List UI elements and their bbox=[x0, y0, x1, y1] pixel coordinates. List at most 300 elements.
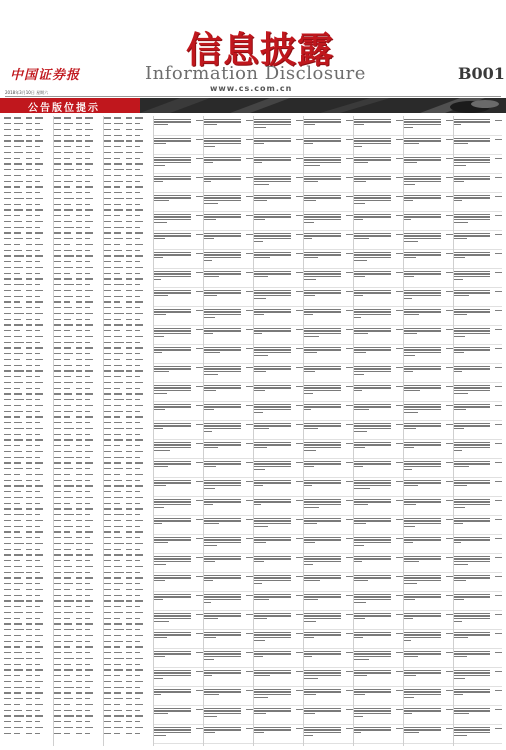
notice-entry-title bbox=[204, 724, 244, 735]
notice-entry-title bbox=[454, 477, 493, 488]
notice-entry-page bbox=[294, 591, 303, 597]
notice-entry bbox=[404, 553, 453, 572]
notice-entry bbox=[354, 135, 403, 154]
notice-entry-page bbox=[244, 230, 253, 236]
notice-entry bbox=[454, 382, 502, 401]
notice-entry bbox=[404, 287, 453, 306]
index-entry-cell bbox=[35, 731, 47, 737]
notice-entry-title bbox=[204, 287, 244, 298]
notice-entry bbox=[454, 477, 502, 496]
index-entry-cell bbox=[126, 731, 135, 737]
notice-entry-title bbox=[404, 534, 444, 545]
notice-entry-title bbox=[304, 401, 344, 412]
notice-entry-title bbox=[304, 477, 344, 488]
notice-entry bbox=[154, 724, 203, 743]
notice-entry-title bbox=[154, 591, 194, 602]
notice-entry-page bbox=[244, 420, 253, 426]
notice-entry-title bbox=[254, 306, 294, 317]
index-entry-cell bbox=[85, 731, 97, 737]
notice-entry-page bbox=[244, 268, 253, 274]
index-entry-cell bbox=[76, 731, 85, 737]
notice-entry-page bbox=[394, 325, 403, 331]
notice-entry-page bbox=[394, 287, 403, 293]
notice-entry bbox=[404, 268, 453, 287]
notice-entry bbox=[204, 173, 253, 192]
notice-entry-title bbox=[354, 458, 394, 469]
notice-entry bbox=[404, 686, 453, 705]
notice-entry-title bbox=[404, 420, 444, 431]
notice-entry-title bbox=[354, 477, 394, 491]
notice-column-7 bbox=[454, 116, 502, 746]
notice-entry-title bbox=[404, 401, 444, 415]
notice-entry-title bbox=[404, 667, 444, 678]
notice-entry bbox=[204, 230, 253, 249]
notice-entry-page bbox=[244, 458, 253, 464]
notice-column-2 bbox=[204, 116, 254, 746]
notice-entry-page bbox=[294, 249, 303, 255]
notice-entry-title bbox=[254, 401, 294, 415]
notice-entry bbox=[404, 458, 453, 477]
notice-entry-title bbox=[254, 344, 294, 358]
notice-entry-title bbox=[404, 458, 444, 472]
notice-entry bbox=[304, 591, 353, 610]
notice-entry bbox=[454, 515, 502, 534]
notice-entry bbox=[254, 173, 303, 192]
notice-entry-page bbox=[444, 496, 453, 502]
notice-entry bbox=[404, 135, 453, 154]
notice-entry-title bbox=[454, 591, 493, 602]
notice-entry bbox=[254, 705, 303, 724]
notice-entry-title bbox=[154, 154, 194, 168]
notice-entry bbox=[154, 173, 203, 192]
notice-entry bbox=[254, 420, 303, 439]
index-column-1 bbox=[4, 116, 54, 746]
notice-entry-page bbox=[294, 306, 303, 312]
notice-entry-page bbox=[394, 705, 403, 711]
notice-entry bbox=[204, 211, 253, 230]
notice-entry-page bbox=[394, 686, 403, 692]
notice-entry bbox=[304, 515, 353, 534]
notice-entry-page bbox=[294, 610, 303, 616]
notice-entry-title bbox=[454, 686, 493, 697]
notice-entry-page bbox=[394, 401, 403, 407]
notice-entry-title bbox=[304, 591, 344, 602]
notice-entry bbox=[304, 287, 353, 306]
index-entry bbox=[4, 731, 53, 737]
notice-entry-page bbox=[394, 477, 403, 483]
notice-entry bbox=[404, 591, 453, 610]
notice-entry-page bbox=[194, 420, 203, 426]
notice-entry-page bbox=[244, 116, 253, 122]
notice-entry-page bbox=[344, 382, 353, 388]
notice-entry bbox=[154, 306, 203, 325]
notice-entry-title bbox=[304, 249, 344, 260]
notice-entry-page bbox=[444, 344, 453, 350]
notice-entry bbox=[304, 705, 353, 724]
notice-entry-title bbox=[454, 325, 493, 339]
notice-entry-page bbox=[493, 154, 502, 160]
notice-entry-title bbox=[204, 686, 244, 697]
notice-entry bbox=[304, 211, 353, 230]
notice-entry-title bbox=[304, 610, 344, 624]
notice-entry-page bbox=[444, 610, 453, 616]
notice-entry-page bbox=[244, 477, 253, 483]
notice-entry-title bbox=[304, 553, 344, 567]
notice-entry bbox=[454, 686, 502, 705]
notice-entry-title bbox=[204, 230, 244, 241]
notice-entry-title bbox=[254, 249, 294, 260]
notice-entry-page bbox=[444, 648, 453, 654]
notice-entry-title bbox=[154, 686, 194, 697]
notice-entry bbox=[254, 553, 303, 572]
notice-entry-title bbox=[304, 629, 344, 640]
notice-entry-page bbox=[244, 249, 253, 255]
notice-entry-title bbox=[354, 135, 394, 149]
notice-entry-page bbox=[493, 249, 502, 255]
notice-entry-title bbox=[304, 192, 344, 203]
notice-entry bbox=[404, 705, 453, 724]
notice-entry bbox=[454, 249, 502, 268]
notice-entry-title bbox=[154, 382, 194, 396]
notice-entry-page bbox=[244, 325, 253, 331]
notice-entry-title bbox=[204, 116, 244, 127]
notice-entry-page bbox=[244, 705, 253, 711]
notice-entry-title bbox=[404, 363, 444, 374]
notice-entry-page bbox=[244, 686, 253, 692]
notice-entry-title bbox=[204, 439, 244, 450]
notice-entry-page bbox=[394, 249, 403, 255]
notice-entry-page bbox=[344, 572, 353, 578]
notice-entry bbox=[404, 382, 453, 401]
notice-entry bbox=[454, 534, 502, 553]
notice-entry-page bbox=[344, 610, 353, 616]
notice-entry bbox=[454, 135, 502, 154]
notice-entry-title bbox=[454, 458, 493, 469]
notice-entry-title bbox=[404, 686, 444, 700]
notice-entry bbox=[454, 344, 502, 363]
notice-entry-page bbox=[493, 610, 502, 616]
notice-entry-page bbox=[444, 306, 453, 312]
notice-entry-title bbox=[354, 667, 394, 678]
notice-entry-title bbox=[154, 192, 194, 203]
notice-entry-page bbox=[493, 344, 502, 350]
notice-entry bbox=[304, 116, 353, 135]
notice-entry-page bbox=[394, 515, 403, 521]
notice-entry-page bbox=[394, 439, 403, 445]
notice-entry-title bbox=[304, 420, 344, 431]
notice-entry-page bbox=[194, 496, 203, 502]
notice-entry-title bbox=[304, 306, 344, 317]
notice-entry bbox=[354, 686, 403, 705]
notice-entry bbox=[254, 306, 303, 325]
notice-entry-title bbox=[354, 591, 394, 605]
notice-entry-page bbox=[394, 610, 403, 616]
notice-entry bbox=[354, 553, 403, 572]
notice-entry-page bbox=[493, 724, 502, 730]
notice-entry-page bbox=[244, 287, 253, 293]
index-entry-cell bbox=[4, 731, 14, 737]
notice-entry-page bbox=[294, 724, 303, 730]
notice-entry-page bbox=[344, 249, 353, 255]
notice-entry-page bbox=[294, 496, 303, 502]
notice-entry-title bbox=[204, 420, 244, 434]
index-entry-cell bbox=[104, 731, 114, 737]
notice-entry bbox=[354, 629, 403, 648]
notice-entry-title bbox=[254, 553, 294, 564]
notice-entry-page bbox=[493, 325, 502, 331]
notice-entry-title bbox=[204, 306, 244, 320]
notice-entry-title bbox=[354, 648, 394, 662]
notice-entry bbox=[404, 610, 453, 629]
notice-entry-title bbox=[304, 363, 344, 374]
notice-entry-title bbox=[354, 534, 394, 548]
notice-entry bbox=[404, 173, 453, 192]
notice-entry-page bbox=[444, 553, 453, 559]
notice-entry bbox=[154, 135, 203, 154]
notice-entry-page bbox=[344, 534, 353, 540]
notice-entry bbox=[254, 249, 303, 268]
section-title-en: Information Disclosure bbox=[145, 63, 366, 84]
notice-entry bbox=[304, 724, 353, 743]
notice-entry-page bbox=[493, 268, 502, 274]
notice-entry bbox=[254, 363, 303, 382]
notice-entry bbox=[304, 249, 353, 268]
index-entry-cell bbox=[64, 731, 76, 737]
notice-entry-title bbox=[154, 610, 194, 624]
notice-entry-page bbox=[294, 382, 303, 388]
notice-entry-page bbox=[493, 477, 502, 483]
notice-entry-title bbox=[404, 496, 444, 507]
notice-entry-page bbox=[194, 667, 203, 673]
notice-entry bbox=[154, 154, 203, 173]
notice-entry-page bbox=[344, 496, 353, 502]
notice-entry bbox=[304, 534, 353, 553]
notice-entry-title bbox=[154, 515, 194, 526]
notice-entry-page bbox=[493, 420, 502, 426]
notice-entry-page bbox=[493, 287, 502, 293]
notice-entry-title bbox=[454, 439, 493, 453]
notice-entry-title bbox=[454, 724, 493, 738]
notice-entry-title bbox=[204, 553, 244, 564]
notice-entry-page bbox=[194, 135, 203, 141]
notice-entry-page bbox=[194, 515, 203, 521]
notice-entry-title bbox=[204, 382, 244, 393]
notice-entry-page bbox=[194, 268, 203, 274]
notice-entry-page bbox=[194, 192, 203, 198]
notice-entry-page bbox=[344, 154, 353, 160]
notice-entry-title bbox=[154, 667, 194, 681]
notice-entry-page bbox=[194, 439, 203, 445]
notice-entry-title bbox=[204, 534, 244, 548]
notice-entry-page bbox=[493, 458, 502, 464]
notice-entry-page bbox=[194, 211, 203, 217]
notice-entry bbox=[454, 572, 502, 591]
notice-entry bbox=[354, 591, 403, 610]
notice-entry-title bbox=[254, 382, 294, 393]
notice-entry-page bbox=[493, 705, 502, 711]
notice-entry-title bbox=[154, 458, 194, 469]
notice-entry bbox=[304, 325, 353, 344]
notice-column-3 bbox=[254, 116, 304, 746]
notice-entry-title bbox=[254, 572, 294, 586]
notice-entry bbox=[404, 192, 453, 211]
notice-entry-title bbox=[304, 534, 344, 545]
notice-entry-page bbox=[194, 249, 203, 255]
notice-entry bbox=[254, 116, 303, 135]
notice-entry bbox=[304, 667, 353, 686]
notice-entry bbox=[254, 439, 303, 458]
notice-entry bbox=[404, 477, 453, 496]
notice-entry-page bbox=[244, 667, 253, 673]
notice-entry-page bbox=[394, 382, 403, 388]
notice-entry-page bbox=[344, 686, 353, 692]
notice-entry-title bbox=[454, 610, 493, 624]
notice-entry-title bbox=[354, 610, 394, 621]
notice-entry bbox=[454, 496, 502, 515]
notice-entry-title bbox=[404, 230, 444, 244]
section-title-cn: 信息披露 bbox=[186, 30, 335, 71]
notice-entry-title bbox=[454, 268, 493, 282]
notice-entry-title bbox=[204, 477, 244, 491]
notice-entry-page bbox=[444, 363, 453, 369]
notice-entry-page bbox=[394, 496, 403, 502]
notice-entry-page bbox=[194, 686, 203, 692]
notice-entry-title bbox=[354, 249, 394, 263]
notice-entry-title bbox=[204, 401, 244, 412]
notice-entry bbox=[304, 192, 353, 211]
notice-entry bbox=[354, 306, 403, 325]
notice-entry-page bbox=[194, 572, 203, 578]
notice-entry-page bbox=[194, 553, 203, 559]
notice-entry-page bbox=[194, 382, 203, 388]
notice-entry-title bbox=[454, 705, 493, 716]
notice-entry-title bbox=[354, 230, 394, 241]
notice-entry-page bbox=[294, 477, 303, 483]
notice-entry-title bbox=[304, 382, 344, 396]
notice-entry-page bbox=[394, 211, 403, 217]
notice-entry-title bbox=[454, 306, 493, 317]
notice-entry-title bbox=[154, 268, 194, 282]
notice-entry-title bbox=[254, 648, 294, 659]
notice-entry bbox=[404, 439, 453, 458]
notice-entry-page bbox=[444, 325, 453, 331]
notice-entry bbox=[204, 420, 253, 439]
notice-entry bbox=[154, 192, 203, 211]
notice-entry-page bbox=[294, 211, 303, 217]
notice-entry-title bbox=[304, 230, 344, 241]
notice-entry-page bbox=[394, 363, 403, 369]
notice-entry bbox=[254, 515, 303, 534]
notice-entry-title bbox=[154, 648, 194, 659]
index-entry bbox=[104, 731, 153, 737]
notice-entry-page bbox=[344, 306, 353, 312]
notice-entry-title bbox=[304, 135, 344, 146]
notice-entry-page bbox=[394, 667, 403, 673]
notice-entry-page bbox=[444, 249, 453, 255]
notice-entry-title bbox=[204, 268, 244, 279]
notice-entry-title bbox=[204, 610, 244, 621]
notice-entry-page bbox=[493, 496, 502, 502]
notice-entry-title bbox=[454, 496, 493, 510]
notice-entry-page bbox=[444, 724, 453, 730]
notice-entry-page bbox=[294, 344, 303, 350]
notice-entry-page bbox=[444, 268, 453, 274]
notice-entry bbox=[254, 591, 303, 610]
notice-entry bbox=[204, 648, 253, 667]
notice-entry-page bbox=[444, 382, 453, 388]
notice-entry-title bbox=[454, 192, 493, 203]
notice-entry-title bbox=[304, 686, 344, 697]
notice-entry-title bbox=[254, 211, 294, 222]
notice-entry-page bbox=[493, 363, 502, 369]
notice-entry-title bbox=[254, 667, 294, 678]
notice-entry-page bbox=[394, 629, 403, 635]
notice-entry-page bbox=[194, 477, 203, 483]
notice-entry-title bbox=[254, 458, 294, 472]
notice-entry-title bbox=[454, 173, 493, 184]
notice-entry-page bbox=[493, 135, 502, 141]
notice-entry-page bbox=[394, 192, 403, 198]
notice-entry-page bbox=[294, 648, 303, 654]
notice-entry-title bbox=[154, 173, 194, 184]
notice-entry-title bbox=[304, 268, 344, 282]
notice-entry bbox=[154, 458, 203, 477]
notice-entry-title bbox=[154, 477, 194, 488]
notice-entry-title bbox=[454, 154, 493, 168]
notice-entry-title bbox=[254, 629, 294, 643]
notice-entry-title bbox=[154, 401, 194, 412]
notice-entry-page bbox=[444, 477, 453, 483]
notice-entry-title bbox=[354, 515, 394, 526]
notice-entry bbox=[354, 534, 403, 553]
notice-entry-page bbox=[244, 515, 253, 521]
notice-entry-title bbox=[254, 230, 294, 244]
notice-entry-page bbox=[194, 344, 203, 350]
notice-entry bbox=[204, 629, 253, 648]
notice-entry-title bbox=[304, 325, 344, 339]
notice-entry bbox=[304, 363, 353, 382]
notice-entry-title bbox=[454, 382, 493, 396]
notice-entry bbox=[404, 420, 453, 439]
notice-column-5 bbox=[354, 116, 404, 746]
notice-entry-title bbox=[204, 572, 244, 583]
notice-entry-page bbox=[344, 591, 353, 597]
notice-entry-title bbox=[154, 344, 194, 355]
site-url[interactable]: www.cs.com.cn bbox=[210, 84, 293, 93]
notice-entry-page bbox=[493, 591, 502, 597]
notice-entry bbox=[254, 325, 303, 344]
notice-entry bbox=[154, 211, 203, 230]
notice-entry-page bbox=[444, 230, 453, 236]
notice-entry bbox=[204, 192, 253, 211]
notice-entry-page bbox=[244, 173, 253, 179]
notice-entry-page bbox=[244, 572, 253, 578]
notice-entry-page bbox=[244, 306, 253, 312]
notice-entry-title bbox=[454, 515, 493, 526]
banner-red-block bbox=[0, 98, 140, 113]
notice-entry-title bbox=[254, 477, 294, 488]
notice-entry-title bbox=[204, 325, 244, 336]
notice-entry-page bbox=[493, 572, 502, 578]
notice-entry-title bbox=[404, 382, 444, 393]
notice-entry bbox=[404, 116, 453, 135]
notice-entry bbox=[304, 686, 353, 705]
notice-entry-page bbox=[493, 211, 502, 217]
notice-entry-title bbox=[204, 705, 244, 719]
notice-entry-title bbox=[204, 192, 244, 206]
notice-entry bbox=[304, 401, 353, 420]
notice-entry-page bbox=[344, 648, 353, 654]
